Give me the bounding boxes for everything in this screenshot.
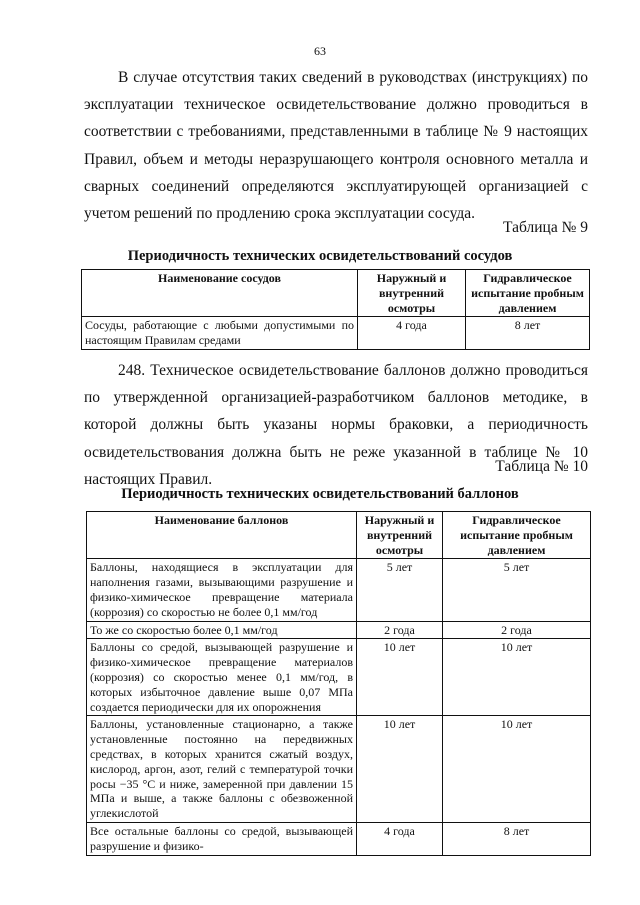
table-10-row-2-hydro: 2 года <box>443 621 591 639</box>
table-10-row-4-hydro: 10 лет <box>443 716 591 823</box>
paragraph-248: 248. Техническое освидетельствование баллонов должно проводиться по утвержденной организацией-разработчиком баллонов методике, в которой должны быть указаны нормы браковки, а периодичность освидетельствования должна быть не реже указанной в таблице № 10 настоящих Правил. <box>84 362 588 488</box>
table-10-row-1-name: Баллоны, находящиеся в эксплуатации для наполнения газами, вызывающими разрушение и физико-химическое превращение материала (коррозия) со скоростью не более 0,1 мм/год <box>87 559 357 621</box>
table-10-row-5-inspection: 4 года <box>357 822 443 855</box>
table-10 <box>86 511 591 856</box>
table-9 <box>81 269 590 350</box>
table-10-header-hydro: Гидравлическое испытание пробным давлением <box>443 512 591 559</box>
table-10-header-row <box>87 512 591 559</box>
table-9-label: Таблица № 9 <box>503 219 588 236</box>
table-10-row-5-name: Все остальные баллоны со средой, вызывающей разрушение и физико- <box>87 822 357 855</box>
table-10-row-4-inspection: 10 лет <box>357 716 443 823</box>
table-row <box>87 639 591 716</box>
table-10-row-2-name: То же со скоростью более 0,1 мм/год <box>87 621 357 639</box>
table-9-header-inspection: Наружный и внутренний осмотры <box>358 270 466 317</box>
table-9-header-hydro: Гидравлическое испытание пробным давлением <box>466 270 590 317</box>
table-10-row-3-hydro: 10 лет <box>443 639 591 716</box>
table-9-header-name: Наименование сосудов <box>82 270 358 317</box>
table-10-row-1-hydro: 5 лет <box>443 559 591 621</box>
table-9-row-1-inspection: 4 года <box>358 317 466 350</box>
table-9-title: Периодичность технических освидетельствований сосудов <box>127 248 513 264</box>
table-10-title: Периодичность технических освидетельствований баллонов <box>121 486 519 502</box>
table-10-row-5-hydro: 8 лет <box>443 822 591 855</box>
table-10-row-4-name: Баллоны, установленные стационарно, а также установленные постоянно на передвижных средствах, в которых хранится сжатый воздух, кислород, аргон, азот, гелий с температурой точки росы −35 °С и ниже, замеренной при давлении 15 МПа и выше, а также баллоны с обезвоженной углекислотой <box>87 716 357 823</box>
table-row <box>87 621 591 639</box>
table-10-header-name: Наименование баллонов <box>87 512 357 559</box>
table-10-label: Таблица № 10 <box>495 458 588 475</box>
table-10-row-1-inspection: 5 лет <box>357 559 443 621</box>
table-9-row-1-hydro: 8 лет <box>466 317 590 350</box>
table-row <box>87 559 591 621</box>
table-10-row-3-name: Баллоны со средой, вызывающей разрушение и физико-химическое превращение материалов (коррозия) со скоростью менее 0,1 мм/год, в которых избыточное давление выше 0,07 МПа создается периодически для их опорожнения <box>87 639 357 716</box>
paragraph-1: В случае отсутствия таких сведений в руководствах (инструкциях) по эксплуатации техническое освидетельствование должно проводиться в соответствии с требованиями, представленными в таблице № 9 настоящих Правил, объем и методы неразрушающего контроля основного металла и сварных соединений определяются эксплуатирующей организацией с учетом решений по продлению срока эксплуатации сосуда. <box>84 69 588 223</box>
table-row <box>87 822 591 855</box>
table-row <box>87 716 591 823</box>
table-10-header-inspection: Наружный и внутренний осмотры <box>357 512 443 559</box>
table-10-row-3-inspection: 10 лет <box>357 639 443 716</box>
table-row <box>82 317 590 350</box>
page-number: 63 <box>314 44 326 58</box>
table-9-header-row <box>82 270 590 317</box>
table-9-row-1-name: Сосуды, работающие с любыми допустимыми по настоящим Правилам средами <box>82 317 358 350</box>
table-10-row-2-inspection: 2 года <box>357 621 443 639</box>
